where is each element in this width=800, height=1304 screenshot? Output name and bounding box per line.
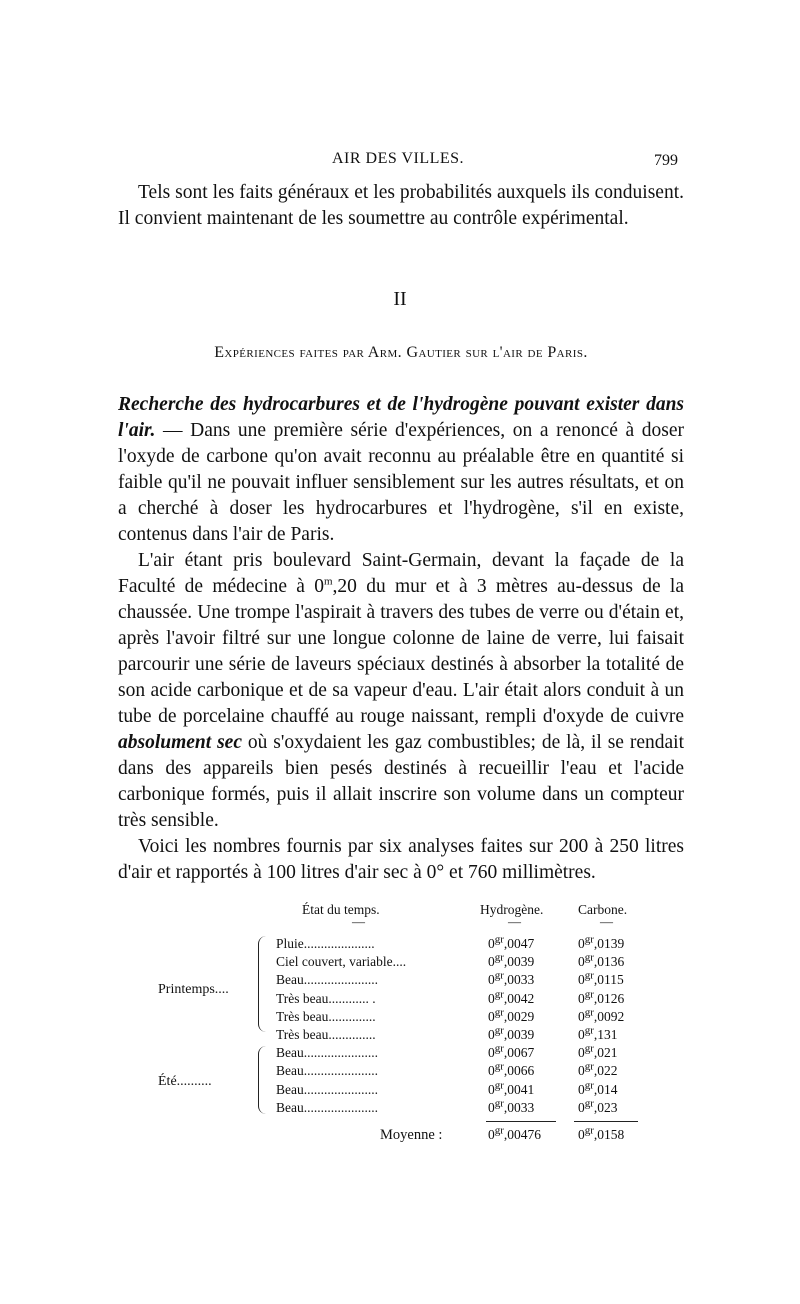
row-carbon-unit: gr [584,969,594,982]
dash-weather: — [352,914,365,929]
row-hydrogen-unit: gr [494,1060,504,1073]
row-weather [276,1100,458,1116]
row-carbon-value: ,0139 [593,936,625,951]
row-carbon-value: ,021 [593,1045,618,1060]
paragraph-2-sup: m [323,575,333,588]
row-hydrogen-value: ,0039 [503,954,535,969]
row-hydrogen: $0^{gr},0047$ [488,933,535,951]
brace-spring [258,936,267,1032]
row-carbon-value: ,131 [593,1027,618,1042]
row-weather [276,1045,458,1061]
row-hydrogen-unit: gr [494,951,504,964]
row-carbon: $0^{gr},0115$ [578,969,624,987]
row-weather-text: Ciel couvert, variable.... [276,954,407,969]
row-weather [276,991,458,1007]
row-carbon: $0^{gr},0139$ [578,933,625,951]
row-weather-text: Beau...................... [276,972,378,987]
row-carbon-unit: gr [584,951,594,964]
row-carbon-unit: gr [584,1097,594,1110]
season-summer: Été.......... [158,1074,212,1089]
row-carbon: $0^{gr},0126$ [578,988,625,1006]
row-hydrogen: $0^{gr},0041$ [488,1079,535,1097]
average-carbon: $0^{gr},0158$ [578,1124,625,1142]
running-title: AIR DES VILLES. [331,150,465,167]
row-carbon: $0^{gr},0136$ [578,951,625,969]
row-weather-text: Beau...................... [276,1063,378,1078]
row-hydrogen-unit: gr [494,1006,504,1019]
row-carbon: $0^{gr},023$ [578,1097,618,1115]
row-hydrogen-value: ,0033 [503,972,535,987]
row-carbon-unit: gr [584,1060,594,1073]
paragraph-1-lead: Recherche des hydrocarbures et de l'hydrogène pouvant exister dans l'air. [118,394,684,441]
row-carbon-value: ,023 [593,1100,618,1115]
dash-hydrogen: — [508,914,521,929]
row-carbon-unit: gr [584,988,594,1001]
row-hydrogen-value: ,0039 [503,1027,535,1042]
row-carbon-value: ,014 [593,1082,618,1097]
row-carbon-value: ,0092 [593,1009,625,1024]
row-hydrogen-unit: gr [494,1079,504,1092]
row-hydrogen-unit: gr [494,1042,504,1055]
row-hydrogen: $0^{gr},0039$ [488,1024,535,1042]
row-weather [276,1009,458,1025]
row-hydrogen: $0^{gr},0033$ [488,969,535,987]
paragraph-2-part2: ,20 du mur et à 3 mètres au-dessus de la chaussée. Une trompe l'aspirait à travers des tubes de verre ou d'étain et, après l'avoir filtré sur une longue colonne de laine de verre, lui faisait parcourir une série de laveurs spéciaux destinés à absorber la totalité de son acide carbonique et de sa vapeur d'eau. L'air était alors conduit à un tube de porcelaine chauffé au rouge naissant, rempli d'oxyde de cuivre [118,576,684,727]
row-hydrogen: $0^{gr},0066$ [488,1060,535,1078]
row-hydrogen-unit: gr [494,1097,504,1110]
average-carbon-value: ,0158 [593,1127,625,1142]
paragraph-2-italic: absolument sec [118,732,242,753]
row-hydrogen-value: ,0066 [503,1063,535,1078]
row-carbon-unit: gr [584,1042,594,1055]
row-weather-text: Pluie..................... [276,936,375,951]
average-hydrogen: $0^{gr},00476$ [488,1124,542,1142]
row-hydrogen: $0^{gr},0039$ [488,951,535,969]
row-carbon: $0^{gr},131$ [578,1024,618,1042]
brace-summer [258,1046,267,1114]
row-weather [276,1063,458,1079]
row-weather-text: Très beau............ . [276,991,376,1006]
row-hydrogen-value: ,0067 [503,1045,535,1060]
row-carbon-unit: gr [584,1006,594,1019]
row-carbon: $0^{gr},021$ [578,1042,618,1060]
paragraph-1-text: — Dans une première série d'expériences, on a renoncé à doser l'oxyde de carbone qu'on avait reconnu au préalable être en quantité si faible qu'il ne pouvait influer sensiblement sur les autres résultats, et on a cherché à doser les hydrocarbures et l'hydrogène, s'il en existe, contenus dans l'air de Paris. [118,420,684,545]
row-weather [276,972,458,988]
header-hydrogen: Hydrogène. [480,902,544,917]
row-hydrogen-value: ,0041 [503,1082,535,1097]
row-hydrogen: $0^{gr},0033$ [488,1097,535,1115]
row-hydrogen-value: ,0029 [503,1009,535,1024]
season-spring: Printemps.... [158,982,229,997]
average-carbon-unit: gr [584,1124,594,1137]
row-carbon-value: ,0136 [593,954,625,969]
section-title-text: Expériences faites par Arm. Gautier sur l'air de Paris. [214,344,588,361]
average-label: Moyenne : [380,1127,443,1143]
row-carbon-unit: gr [584,1024,594,1037]
row-hydrogen-unit: gr [494,988,504,1001]
row-weather-text: Beau...................... [276,1100,378,1115]
average-hydrogen-value: ,00476 [503,1127,542,1142]
row-hydrogen-value: ,0042 [503,991,535,1006]
row-hydrogen-unit: gr [494,933,504,946]
row-carbon: $0^{gr},022$ [578,1060,618,1078]
row-weather [276,954,458,970]
row-carbon-value: ,0126 [593,991,625,1006]
row-weather-text: Beau...................... [276,1082,378,1097]
row-hydrogen-unit: gr [494,1024,504,1037]
row-hydrogen-value: ,0047 [503,936,535,951]
row-carbon-unit: gr [584,933,594,946]
row-weather-text: Beau...................... [276,1045,378,1060]
row-carbon-value: ,0115 [593,972,624,987]
rule-hydrogen [486,1121,556,1122]
intro-text: Tels sont les faits généraux et les probabilités auxquels ils conduisent. Il convient maintenant de les soumettre au contrôle expérimental. [118,182,684,229]
row-carbon: $0^{gr},0092$ [578,1006,625,1024]
average-hydrogen-unit: gr [494,1124,504,1137]
row-hydrogen: $0^{gr},0067$ [488,1042,535,1060]
rule-carbon [574,1121,638,1122]
row-weather [276,1027,458,1043]
row-hydrogen: $0^{gr},0042$ [488,988,535,1006]
row-weather [276,1082,458,1098]
header-weather: État du temps. [302,902,380,917]
paragraph-3: Voici les nombres fournis par six analyses faites sur 200 à 250 litres d'air et rapportés à 100 litres d'air sec à 0° et 760 millimètres. [118,836,684,883]
row-carbon: $0^{gr},014$ [578,1079,618,1097]
section-number: II [393,288,407,310]
dash-carbon: — [600,914,613,929]
page-number: 799 [654,152,678,169]
row-hydrogen: $0^{gr},0029$ [488,1006,535,1024]
paragraph-2-part1: L'air étant pris boulevard Saint-Germain, devant la façade de la Faculté de médecine à 0 [118,550,684,597]
paragraph-2-part3: où s'oxydaient les gaz combustibles; de là, il se rendait dans des appareils bien pesés destinés à recueillir l'eau et l'acide carbonique formés, puis il allait inscrire son volume dans un compteur très sensible. [118,732,684,831]
row-weather-text: Très beau.............. [276,1027,376,1042]
row-weather-text: Très beau.............. [276,1009,376,1024]
row-carbon-value: ,022 [593,1063,618,1078]
row-carbon-unit: gr [584,1079,594,1092]
header-carbon: Carbone. [578,902,628,917]
row-hydrogen-value: ,0033 [503,1100,535,1115]
row-weather [276,936,458,952]
row-hydrogen-unit: gr [494,969,504,982]
